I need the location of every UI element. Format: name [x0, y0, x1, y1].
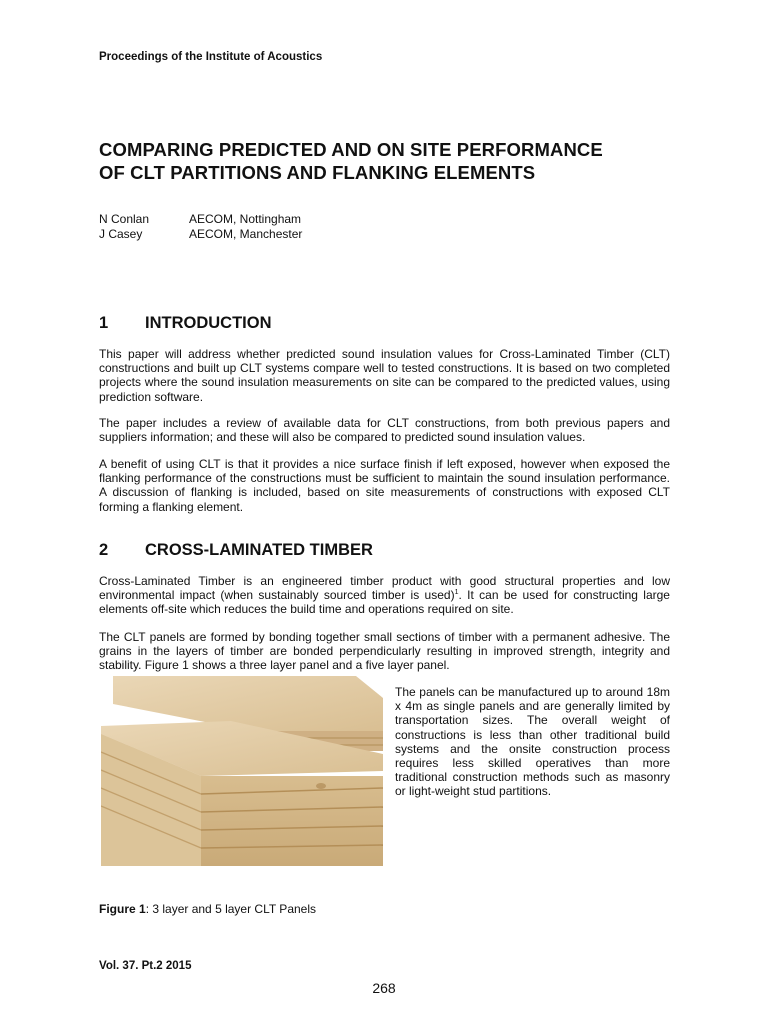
clt-paragraph-1 [99, 574, 670, 617]
intro-paragraph-3: A benefit of using CLT is that it provides a nice surface finish if left exposed, however when exposed the flanking performance of the constructions must be sufficient to maintain the sound insulation performance. A discussion of flanking is included, based on site measurements of constructions with exposed CLT forming a flanking element. [99, 457, 670, 514]
paper-title [99, 138, 689, 184]
section-number: 2 [99, 541, 109, 559]
journal-header: Proceedings of the Institute of Acoustics [99, 51, 323, 63]
section-1-heading [99, 314, 272, 333]
intro-paragraph-2: The paper includes a review of available data for CLT constructions, from both previous papers and suppliers information; and these will also be compared to predicted sound insulation values. [99, 416, 670, 445]
clt-paragraph-1-text-end: . It can be used for constructing large elements off-site which reduces the build time and operations required on site. [99, 588, 670, 617]
author-row [99, 227, 302, 242]
author-name: J Casey [99, 227, 143, 241]
section-title: INTRODUCTION [145, 314, 272, 332]
clt-panels-figure [101, 676, 385, 866]
section-2-heading [99, 541, 373, 560]
clt-panels-image [101, 676, 385, 866]
intro-paragraph-1: This paper will address whether predicted sound insulation values for Cross-Laminated Timber (CLT) constructions and built up CLT systems compare well to tested constructions. It is based on two completed projects where the sound insulation measurements on site can be compared to the predicted values, using prediction software. [99, 347, 670, 404]
footnote-ref: 1 [454, 589, 459, 597]
author-name: N Conlan [99, 212, 150, 226]
author-affiliation: AECOM, Manchester [189, 227, 303, 241]
author-list [99, 212, 302, 242]
clt-paragraph-1-text: Cross-Laminated Timber is an engineered timber product with good structural properties and low environmental impact (when sustainably sourced timber is used) [99, 574, 670, 603]
title-line-2: OF CLT PARTITIONS AND FLANKING ELEMENTS [99, 162, 536, 183]
clt-paragraph-3: The panels can be manufactured up to around 18m x 4m as single panels and are generally limited by transportation sizes. The overall weight of constructions is less than other traditional build systems and the onsite construction process requires less skilled operatives than more traditional construction methods such as masonry or light-weight stud partitions. [395, 685, 670, 799]
figure-caption [99, 902, 316, 916]
figure-label: Figure 1 [99, 902, 146, 916]
page-number: 268 [372, 980, 396, 996]
author-row [99, 212, 302, 227]
title-line-1: COMPARING PREDICTED AND ON SITE PERFORMANCE [99, 139, 603, 160]
figure-caption-text: : 3 layer and 5 layer CLT Panels [145, 902, 317, 916]
volume-footer: Vol. 37. Pt.2 2015 [99, 960, 192, 972]
clt-paragraph-2: The CLT panels are formed by bonding together small sections of timber with a permanent adhesive. The grains in the layers of timber are bonded perpendicularly resulting in improved strength, integrity and stability. Figure 1 shows a three layer panel and a five layer panel. [99, 630, 670, 673]
section-title: CROSS-LAMINATED TIMBER [145, 541, 373, 559]
author-affiliation: AECOM, Nottingham [189, 212, 302, 226]
section-number: 1 [99, 314, 109, 332]
